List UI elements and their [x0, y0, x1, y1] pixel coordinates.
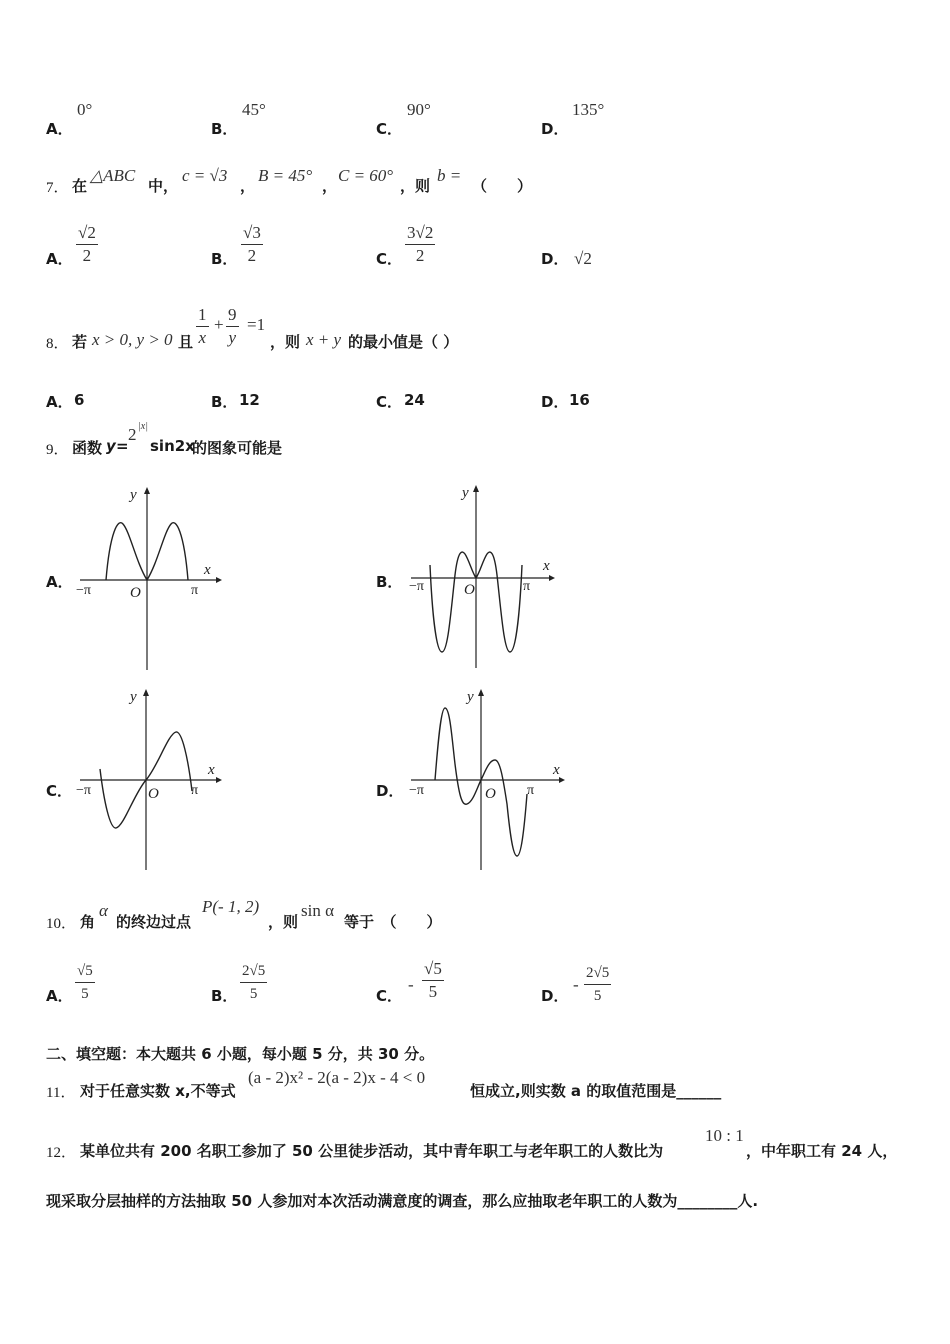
q8-text-and: 且 [178, 333, 194, 351]
x-axis-arrow-icon [549, 575, 555, 581]
q8-equals-one: =1 [247, 315, 266, 334]
y-axis-arrow-icon [473, 485, 479, 492]
q9-option-b-letter: B． [376, 573, 403, 591]
q8-fraction-1 [196, 304, 209, 349]
neg-pi-label: −π [76, 583, 91, 598]
q7-option-c-fraction [405, 222, 435, 267]
q8-fraction-1-num: 1 [196, 304, 209, 327]
q10-option-a-fraction [75, 960, 95, 1005]
q8-option-c-letter: C． [376, 393, 403, 411]
q8-option-c-value: 24 [404, 391, 425, 409]
q6-option-a-letter: A． [46, 120, 73, 138]
q10-text-mid: 的终边过点 [116, 913, 192, 931]
q11-text-tail: 恒成立,则实数 a 的取值范围是______ [470, 1082, 722, 1100]
q8-plus: + [214, 315, 224, 334]
q7-text-mid: 中， [148, 177, 179, 195]
origin-label: O [485, 786, 496, 802]
q10-option-c-den: 5 [428, 982, 438, 1001]
q10-option-a-letter: A． [46, 987, 73, 1005]
pi-label: π [527, 783, 535, 798]
q7-option-a-num: √2 [76, 222, 98, 245]
q8-option-b-value: 12 [239, 391, 260, 409]
x-label: x [543, 558, 550, 574]
q7-text-then: ，则 [400, 177, 431, 195]
q9-text-tail: 的图象可能是 [192, 439, 283, 457]
q7-option-d-value: √2 [574, 249, 592, 268]
x-label: x [204, 562, 211, 578]
q10-point: P(- 1, 2) [202, 897, 260, 916]
q6-option-a-value: 0° [77, 100, 93, 119]
section-2-heading: 二、填空题：本大题共 6 小题，每小题 5 分，共 30 分。 [46, 1045, 435, 1063]
q7-option-c-letter: C． [376, 250, 403, 268]
q10-option-a-den: 5 [81, 986, 89, 1002]
q10-text-pre: 角 [80, 913, 96, 931]
q7-option-b-letter: B． [211, 250, 238, 268]
q9-graph-b [405, 480, 575, 675]
q8-option-b-letter: B． [211, 393, 238, 411]
q11-text-pre: 对于任意实数 x,不等式 [80, 1082, 236, 1100]
q7-option-c-den: 2 [415, 246, 425, 265]
y-label: y [462, 485, 469, 501]
y-axis-arrow-icon [478, 689, 484, 696]
origin-label: O [130, 585, 141, 601]
q10-option-c-letter: C． [376, 987, 403, 1005]
q12-line1: 某单位共有 200 名职工参加了 50 公里徒步活动，其中青年职工与老年职工的人数比为 [80, 1142, 664, 1160]
x-label: x [208, 762, 215, 778]
q9-y: y [106, 437, 116, 455]
q9-option-d-letter: D． [376, 782, 404, 800]
q8-option-d-letter: D． [541, 393, 569, 411]
q7-option-a-fraction [76, 222, 98, 267]
q10-option-c-num: √5 [422, 958, 444, 981]
y-label: y [130, 487, 137, 503]
q7-text-pre: 在 [72, 177, 88, 195]
q9-option-a-letter: A． [46, 573, 73, 591]
q9-base: 2 [128, 425, 137, 444]
q7-c-expr: c = √3 [182, 166, 228, 185]
q10-alpha: α [99, 901, 108, 920]
pi-label: π [191, 583, 199, 598]
y-label: y [467, 689, 474, 705]
q10-sin-alpha: sin α [301, 901, 334, 920]
q9-option-c-letter: C． [46, 782, 73, 800]
q7-c-angle-expr: C = 60° [338, 166, 394, 185]
q8-fraction-1-den: x [198, 328, 207, 347]
q8-text-tail: 的最小值是（ ） [348, 333, 459, 351]
q9-graph-c [70, 684, 240, 879]
q10-option-d-letter: D． [541, 987, 569, 1005]
x-axis-arrow-icon [216, 777, 222, 783]
q11-inequality: (a - 2)x² - 2(a - 2)x - 4 < 0 [248, 1068, 426, 1087]
q10-option-b-letter: B． [211, 987, 238, 1005]
y-axis-arrow-icon [143, 689, 149, 696]
q10-option-b-den: 5 [249, 986, 258, 1002]
neg-pi-label: −π [409, 579, 424, 594]
origin-label: O [148, 786, 159, 802]
q9-graph-d [405, 684, 575, 879]
q8-fraction-2 [226, 304, 239, 349]
q7-option-b-fraction [241, 222, 263, 267]
q8-condition: x > 0, y > 0 [92, 330, 173, 349]
q12-line2: 现采取分层抽样的方法抽取 50 人参加对本次活动满意度的调查，那么应抽取老年职工的人数为________人. [46, 1192, 759, 1210]
q9-equals: = [116, 437, 129, 455]
x-label: x [553, 762, 560, 778]
q8-number: 8． [46, 336, 69, 352]
q8-fraction-2-num: 9 [226, 304, 239, 327]
q8-fraction-2-den: y [228, 328, 237, 347]
x-axis-arrow-icon [559, 777, 565, 783]
q9-func: sin2x [150, 437, 195, 455]
q7-b-expr: b = [437, 166, 462, 185]
x-axis-arrow-icon [216, 577, 222, 583]
q9-number: 9． [46, 442, 69, 458]
q9-text-pre: 函数 [72, 439, 103, 457]
q8-text-then: ，则 [270, 333, 301, 351]
pi-label: π [191, 783, 199, 798]
q8-option-a-letter: A． [46, 393, 73, 411]
q7-option-d-letter: D． [541, 250, 569, 268]
q7-option-c-num: 3√2 [405, 222, 435, 245]
y-label: y [130, 689, 137, 705]
q12-ratio: 10 : 1 [705, 1126, 744, 1145]
q7-sep1: ， [240, 177, 256, 195]
q6-option-d-value: 135° [572, 100, 605, 119]
pi-label: π [523, 579, 531, 594]
neg-pi-label: −π [76, 783, 91, 798]
q7-sep2: ， [322, 177, 338, 195]
q7-triangle: △ABC [90, 166, 136, 185]
q6-option-d-letter: D． [541, 120, 569, 138]
q12-line1-tail: ，中年职工有 24 人， [746, 1142, 898, 1160]
q10-option-c-sign: - [408, 975, 414, 994]
q7-answer-blank: （ ） [472, 177, 533, 195]
q11-number: 11． [46, 1085, 76, 1101]
q8-option-d-value: 16 [569, 391, 590, 409]
q7-b-angle-expr: B = 45° [258, 166, 313, 185]
q8-option-a-value: 6 [74, 391, 85, 409]
q7-option-b-den: 2 [247, 246, 257, 265]
q7-number: 7． [46, 180, 69, 196]
q10-option-d-den: 5 [593, 988, 602, 1004]
q10-option-d-sign: - [573, 975, 579, 994]
q6-option-b-letter: B． [211, 120, 238, 138]
q10-option-b-fraction [240, 960, 267, 1005]
q7-option-b-num: √3 [241, 222, 263, 245]
q12-number: 12． [46, 1145, 77, 1161]
q10-option-d-num: 2√5 [584, 962, 611, 985]
q7-option-a-letter: A． [46, 250, 73, 268]
q10-option-b-num: 2√5 [240, 960, 267, 983]
origin-label: O [464, 582, 475, 598]
q10-option-d-fraction [584, 962, 611, 1007]
q10-option-c-fraction [422, 958, 444, 1003]
q6-option-c-value: 90° [407, 100, 431, 119]
q10-text-then: ，则 [268, 913, 299, 931]
q8-sum-expr: x + y [306, 330, 342, 349]
q9-exponent: |x| [138, 421, 148, 432]
q10-number: 10． [46, 916, 77, 932]
y-axis-arrow-icon [144, 487, 150, 494]
neg-pi-label: −π [409, 783, 424, 798]
q6-option-c-letter: C． [376, 120, 403, 138]
q6-option-b-value: 45° [242, 100, 266, 119]
q9-graph-a [70, 480, 240, 675]
q10-text-tail: 等于 （ ） [344, 913, 442, 931]
q8-text-pre: 若 [72, 333, 88, 351]
q7-option-a-den: 2 [82, 246, 92, 265]
q10-option-a-num: √5 [75, 960, 95, 983]
